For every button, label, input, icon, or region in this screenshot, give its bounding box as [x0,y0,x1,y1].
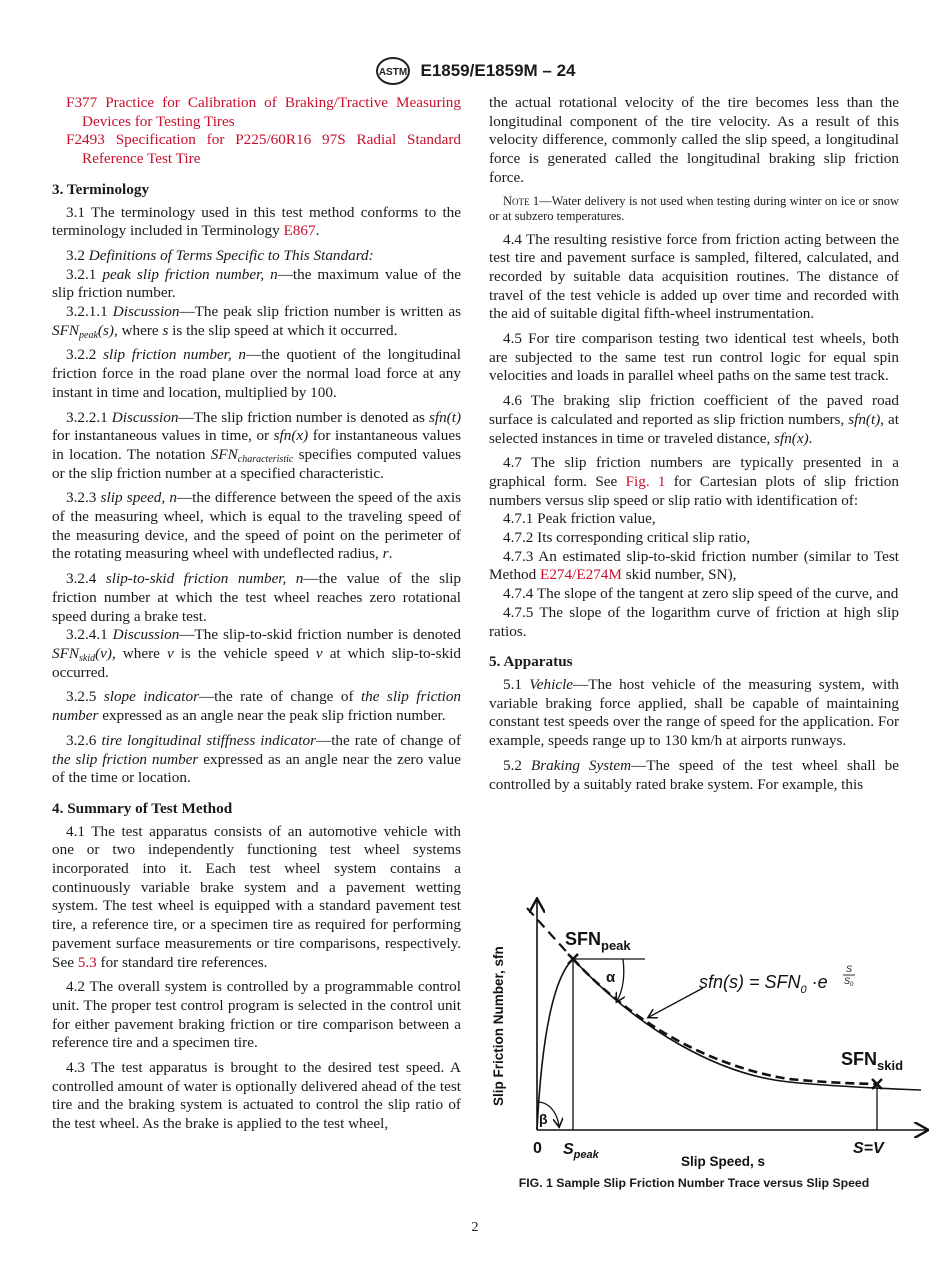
paragraph-3-2: 3.2 Definitions of Terms Specific to This Standard: [66,246,374,264]
page-number: 2 [471,1220,479,1235]
paragraph-3-2-2: 3.2.2 slip friction number, n—the quotient of the longitudinal friction force in the road plane over the normal load force at any instant in time and location, multiplied by 100. [52,346,461,401]
x-axis-label: Slip Speed, s [681,1154,766,1169]
paragraph-4-7-5: 4.7.5 The slope of the logarithm curve of friction at high slip ratios. [489,603,899,640]
origin-label: 0 [533,1140,542,1157]
e274-link[interactable]: E274/E274M [540,566,622,584]
paragraph-3-2-3: 3.2.3 slip speed, n—the difference between the speed of the axis of the measuring wheel, which is equal to the traveling speed of the measuring device, and the speed of point on the perimeter of the rotating measuring wheel with undeflected radius, r. [52,489,461,563]
fig-1-link[interactable]: Fig. 1 [625,472,666,490]
figure-caption: FIG. 1 Sample Slip Friction Number Trace versus Slip Speed [518,1176,870,1190]
paragraph-3-2-4: 3.2.4 slip-to-skid friction number, n—the value of the slip friction number at which the test wheel reaches zero rotational speed during a brake test. [52,570,462,625]
paragraph-4-7: 4.7 The slip friction numbers are typically presented in a graphical form. See Fig. 1 for Cartesian plots of slip friction numbers versus slip speed or slip ratio with identification of: [489,454,899,509]
e867-link[interactable]: E867 [283,222,316,240]
section-heading-apparatus: 5. Apparatus [489,653,573,671]
sfn-peak-label: $SFN_{peak}$ [565,929,631,953]
ref-title-link[interactable]: Practice for Calibration of Braking/Tractive Measuring Devices for Testing Tires [82,94,461,130]
ref-code-link[interactable]: F377 [66,94,98,111]
ref-code-link[interactable]: F2493 [66,131,105,149]
paragraph-3-2-2-1: 3.2.2.1 Discussion—The slip friction number is denoted as sfn(t) for instantaneous values in time, or sfn(x) for instantaneous values in location. The notation $SFN_{characteristic}$ specifies computed values or the slip friction number at a specified characteristic. [52,408,462,482]
reference-f2493 [52,131,461,168]
paragraph-3-2-1-1: 3.2.1.1 Discussion—The peak slip friction number is written as $SFN_{peak}(s)$, where s is the slip speed at which it occurred. [52,303,461,341]
page-header [0,56,950,86]
beta-label: β [539,1111,548,1127]
astm-logo-icon [374,56,412,86]
paragraph-4-7-2: 4.7.2 Its corresponding critical slip ratio, [503,529,751,547]
reference-f377 [52,94,461,131]
paragraph-continued: the actual rotational velocity of the tire becomes less than the longitudinal component of the tire velocity. As a result of this velocity difference, commonly called the slip speed, a longitudinal force is generated called the longitudinal braking slip friction force. [489,94,899,186]
paragraph-4-3: 4.3 The test apparatus is brought to the desired test speed. A controlled amount of water is optionally delivered ahead of the test tire and the braking system is actuated to control the slip ratio of the test wheel. As the brake is applied to the test wheel, [52,1059,461,1133]
paragraph-4-7-3: 4.7.3 An estimated slip-to-skid friction number (similar to Test Method E274/E274M skid number, SN), [489,547,899,584]
paragraph-4-6: 4.6 The braking slip friction coefficient of the paved road surface is calculated and reported as slip friction numbers, sfn(t), at selected instances in time or traveled distance, sfn(x). [489,392,899,447]
left-column [52,94,461,1140]
paragraph-3-2-5: 3.2.5 slope indicator—the rate of change of the slip friction number expressed as an angle near the peak slip friction number. [52,688,462,725]
paragraph-5-1: 5.1 Vehicle—The host vehicle of the measuring system, with variable braking force applied, shall be capable of maintaining constant test speeds over the range of speed for the application. For example, speeds range up to 130 km/h at airports runways. [489,675,900,750]
note-1: Note 1—Water delivery is not used when testing during winter on ice or snow or at subzero temperatures. [489,193,899,224]
paragraph-4-2: 4.2 The overall system is controlled by a programmable control unit. The proper test control program is selected in the control unit for either pavement braking friction or tire comparison between a reference tire and a specimen tire. [52,978,461,1052]
section-5-3-link[interactable]: 5.3 [77,953,97,971]
right-column [489,94,899,800]
formula-exponent-numerator: S [846,964,853,974]
formula-exponent-denominator: $S_0$ [844,976,854,988]
paragraph-4-1: 4.1 The test apparatus consists of an automotive vehicle with one or two independently functioning test wheel systems incorporated into it. Each test wheel system contains a continuously variable brake system and a pavement wetting system. The test wheel is equipped with a standard pavement test tire, a reference tire, or a specimen tire as required for performing pavement surface measurements or tire comparisons, respectively. See 5.3 for standard tire references. [52,822,461,971]
section-heading-summary: 4. Summary of Test Method [52,799,233,817]
paragraph-3-2-1: 3.2.1 peak slip friction number, n—the maximum value of the slip friction number. [52,265,462,302]
alpha-label: α [606,969,616,986]
paragraph-4-7-4: 4.7.4 The slope of the tangent at zero slip speed of the curve, and [503,585,899,603]
paragraph-3-2-4-1: 3.2.4.1 Discussion—The slip-to-skid friction number is denoted $SFN_{skid}(v)$, where v is the vehicle speed v at which slip-to-skid occurred. [52,626,462,681]
friction-curve-rise [537,959,573,1130]
figure-1-diagram [489,880,929,1180]
paragraph-4-7-1: 4.7.1 Peak friction value, [503,510,656,528]
paragraph-5-2: 5.2 Braking System—The speed of the test wheel shall be controlled by a suitably rated brake system. For example, this [489,756,900,793]
formula: $sfn(s) = SFN_0 \cdot e$ [699,972,828,996]
alpha-arc [617,959,624,1001]
paragraph-4-4: 4.4 The resulting resistive force from friction acting between the test tire and pavement surface is sampled, filtered, calculated, and recorded by suitable data acquisition routines. The distance of travel of the test vehicle is added up over time and recorded with the aid of suitable digital fifth-wheel instrumentation. [489,230,899,323]
logo-text: ASTM [379,67,408,78]
section-heading-terminology: 3. Terminology [52,180,150,198]
paragraph-4-5: 4.5 For tire comparison testing two identical test wheels, both are subjected to the same test run control logic for equal spin velocities and loads in parallel wheel paths on the same test track. [489,330,899,385]
y-axis-label: Slip Friction Number, sfn [491,946,506,1106]
s-v-label: S=V [853,1140,884,1157]
designation: E1859/E1859M – 24 [420,61,576,80]
ref-title-link[interactable]: Specification for P225/60R16 97S Radial Standard Reference Test Tire [82,131,461,168]
paragraph-3-2-6: 3.2.6 tire longitudinal stiffness indicator—the rate of change of the slip friction number expressed as an angle near the zero value of the time or location. [52,731,462,787]
s-peak-label: $S_{peak}$ [563,1141,599,1161]
sfn-skid-label: $SFN_{skid}$ [841,1049,904,1073]
formula-arrow [649,988,703,1017]
paragraph-3-1: 3.1 The terminology used in this test method conforms to the terminology included in Terminology E867. [52,203,461,240]
